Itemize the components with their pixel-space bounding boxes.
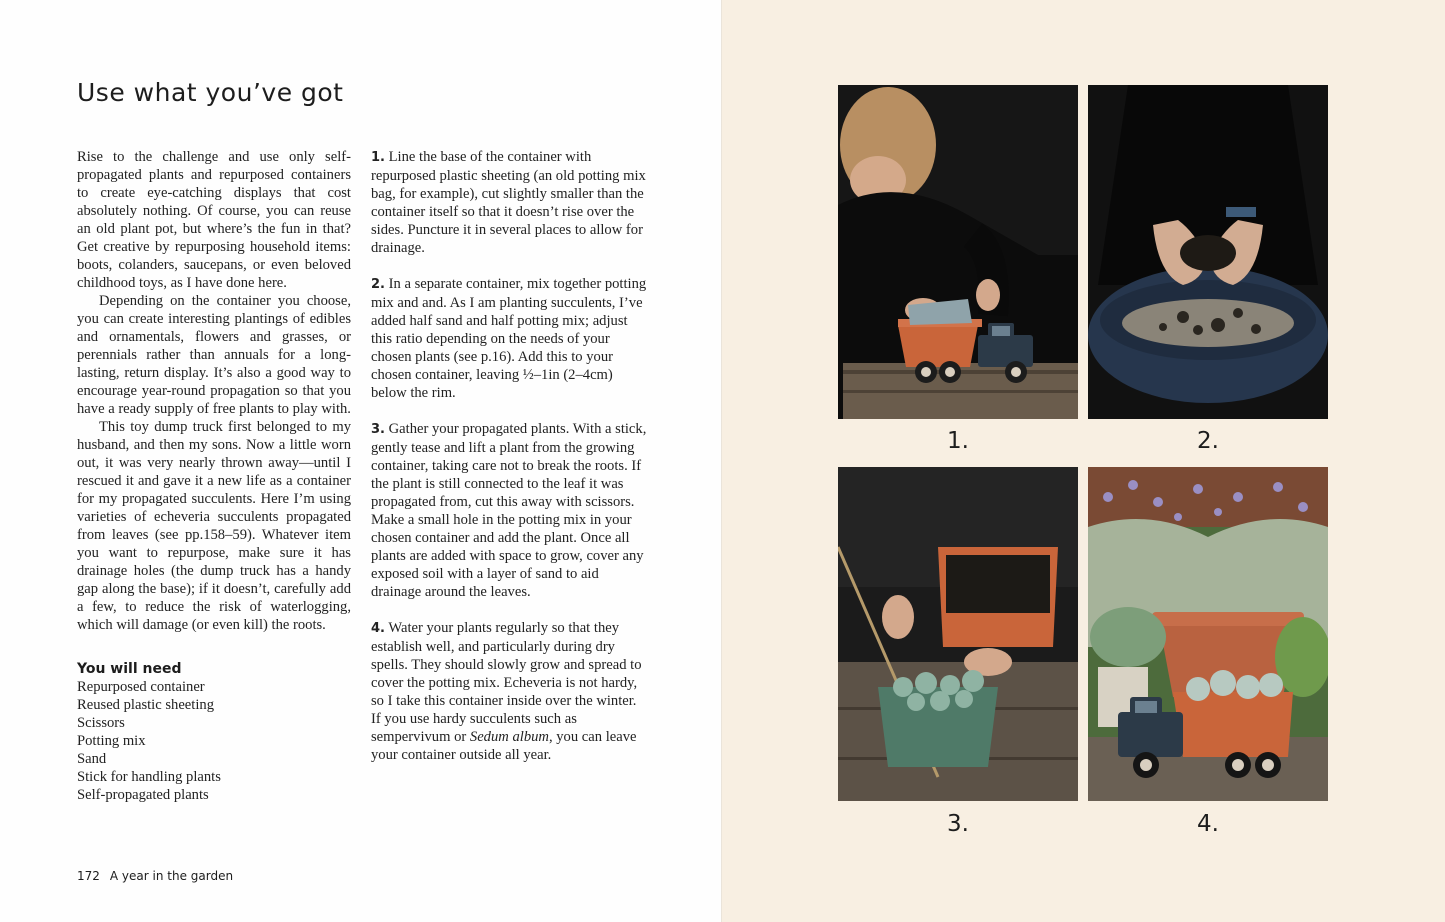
you-will-need-list — [77, 678, 351, 804]
intro-paragraph: Rise to the challenge and use only self-propagated plants and repurposed containers to create eye-catching displays that cost absolutely nothing. Of course, you can reuse an old plant pot, but where’s the fun in that? Get creative by repurposing household items: boots, colanders, saucepans, or even beloved childhood toys, as I have done here. — [77, 149, 351, 291]
list-item: Reused plastic sheeting — [77, 697, 214, 713]
section-name: A year in the garden — [109, 869, 234, 883]
left-page — [0, 0, 722, 922]
list-item: Stick for handling plants — [77, 769, 221, 785]
step-3-illustration — [838, 467, 1078, 801]
list-item: Repurposed container — [77, 679, 205, 695]
step-text-italic: Sedum album — [469, 729, 549, 745]
list-item: Potting mix — [77, 733, 146, 749]
intro-paragraph: This toy dump truck first belonged to my husband, and then my sons. Now a little worn out, it was very nearly thrown away—until I rescued it and gave it a new life as a container for my propagated succulents. Here I’m using varieties of echeveria succulents propagated from leaves (see pp.158–59). Whatever item you want to repurpose, make sure it has drainage holes (the dump truck has a handy gap along the base); if it doesn’t, carefully add a few, to reduce the risk of waterlogging, which will damage (or even kill) the roots. — [77, 419, 351, 633]
step-text: Water your plants regularly so that they establish well, and particularly during dry spells. They should slowly grow and spread to cover the potting mix. Echeveria is not hardy, so I take this container inside over the winter. If you use hardy succulents such as sempervivum or — [371, 620, 642, 745]
intro-paragraph: Depending on the container you choose, you can create interesting plantings of edibles and ornamentals, flowers and grasses, or perennials rather than annuals for a long-lasting, return display. It’s also a good way to encourage year-round propagation so that you have a ready supply of free plants to play with. — [77, 293, 351, 417]
list-item: Scissors — [77, 715, 125, 731]
step-1-photo — [838, 85, 1078, 419]
right-page — [722, 0, 1445, 922]
step-3 — [371, 420, 647, 601]
step-2-illustration — [1088, 85, 1328, 419]
step-4-illustration — [1088, 467, 1328, 801]
photo-caption: 3. — [947, 811, 969, 837]
photo-caption: 1. — [947, 428, 969, 454]
step-text: Gather your propagated plants. With a stick, gently tease and lift a plant from the growing container, taking care not to break the roots. If the plant is still connected to the leaf it was propagated from, cut this away with scissors. Make a small hole in the potting mix in your chosen container and add the plant. Once all plants are added with space to grow, cover any exposed soil with a layer of sand to aid drainage around the leaves. — [371, 421, 647, 600]
step-1-illustration — [838, 85, 1078, 419]
step-text: , you can leave your container outside all year. — [371, 729, 637, 763]
step-2 — [371, 275, 647, 402]
step-number: 3. — [371, 422, 385, 437]
step-4 — [371, 619, 647, 764]
step-1 — [371, 148, 647, 257]
you-will-need-heading: You will need — [77, 661, 182, 677]
page-number: 172 — [77, 869, 100, 883]
step-text: Line the base of the container with repurposed plastic sheeting (an old potting mix bag, for example), cut slightly smaller than the container itself so that it doesn’t rise over the sides. Puncture it in several places to allow for drainage. — [371, 149, 646, 256]
step-number: 4. — [371, 621, 385, 636]
page-title: Use what you’ve got — [77, 78, 344, 107]
steps-column — [371, 148, 647, 782]
step-3-photo — [838, 467, 1078, 801]
step-4-photo — [1088, 467, 1328, 801]
step-number: 2. — [371, 277, 385, 292]
list-item: Sand — [77, 751, 107, 767]
photo-caption: 4. — [1197, 811, 1219, 837]
step-text: In a separate container, mix together potting mix and and. As I am planting succulents, I’ve added half sand and half potting mix; adjust this ratio depending on the needs of your chosen plants (see p.16). Add this to your chosen container, leaving ½–1in (2–4cm) below the rim. — [371, 276, 647, 401]
step-number: 1. — [371, 150, 385, 165]
photo-caption: 2. — [1197, 428, 1219, 454]
step-2-photo — [1088, 85, 1328, 419]
list-item: Self-propagated plants — [77, 787, 209, 803]
page-footer — [77, 869, 233, 883]
intro-column — [77, 148, 351, 804]
